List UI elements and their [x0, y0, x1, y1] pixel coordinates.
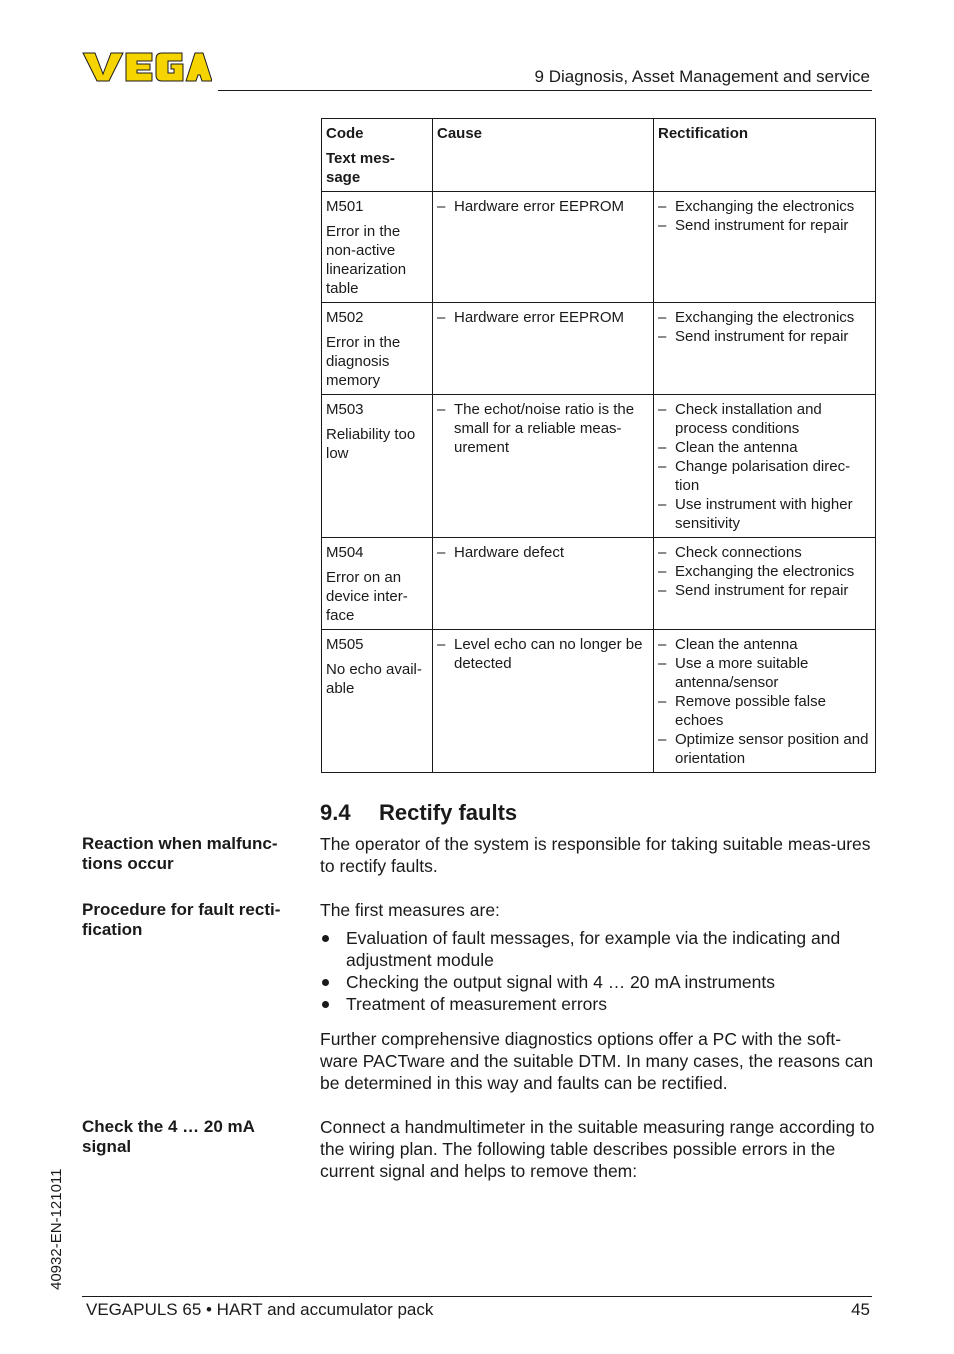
code-cell	[322, 538, 433, 630]
fault-code: M501	[326, 198, 364, 215]
rectification-cell	[654, 538, 876, 630]
rectification-cell	[654, 303, 876, 395]
rectification-list	[658, 543, 871, 600]
rectification-item: – Exchanging the electronics	[658, 562, 871, 581]
code-cell	[322, 395, 433, 538]
fault-code: M504	[326, 544, 364, 561]
vega-logo	[82, 50, 212, 84]
fault-message: No echo avail-able	[326, 661, 422, 697]
rectification-item: – Use a more suitable antenna/sensor	[658, 654, 871, 692]
table-row	[322, 303, 876, 395]
cause-list	[437, 543, 649, 562]
table-row	[322, 192, 876, 303]
rectification-item: – Send instrument for repair	[658, 327, 871, 346]
section-number: 9.4	[320, 800, 351, 825]
rectification-list	[658, 308, 871, 346]
check-signal-label: Check the 4 … 20 mA signal	[82, 1117, 255, 1156]
rectification-item: – Change polarisation direc-tion	[658, 457, 871, 495]
cause-cell	[433, 303, 654, 395]
col-header-rectification: Rectification	[654, 119, 876, 192]
cause-item: – Hardware error EEPROM	[437, 308, 649, 327]
rectification-list	[658, 635, 871, 768]
code-cell	[322, 303, 433, 395]
procedure-block	[320, 899, 875, 1094]
procedure-more-text: Further comprehensive diagnostics options offer a PC with the soft-ware PACTware and the suitable DTM. In many cases, the reasons can be determined in this way and faults can be rectified.	[320, 1029, 874, 1093]
footer-product: VEGAPULS 65 • HART and accumulator pack	[86, 1300, 434, 1319]
procedure-intro: The first measures are:	[320, 900, 500, 920]
rectification-cell	[654, 192, 876, 303]
table-row	[322, 630, 876, 773]
rectification-item: – Send instrument for repair	[658, 216, 871, 235]
section-title: Rectify faults	[379, 800, 518, 825]
rectification-list	[658, 400, 871, 533]
cause-item: – Level echo can no longer be detected	[437, 635, 649, 673]
rectification-item: – Check connections	[658, 543, 871, 562]
rectification-item: – Check installation and process conditions	[658, 400, 871, 438]
rectification-item: – Exchanging the electronics	[658, 197, 871, 216]
chapter-title: 9 Diagnosis, Asset Management and service	[534, 67, 870, 86]
fault-code: M503	[326, 401, 364, 418]
page-number: 45	[851, 1300, 870, 1319]
fault-message: Error in the non-active linearization table	[326, 223, 407, 297]
header-text-message-label: Text mes- sage	[326, 150, 395, 186]
cause-cell	[433, 538, 654, 630]
document-id: 40932-EN-121011	[48, 1168, 65, 1290]
cause-list	[437, 197, 649, 216]
rectification-item: – Clean the antenna	[658, 635, 871, 654]
table-header-row	[322, 119, 876, 192]
code-cell	[322, 630, 433, 773]
fault-code: M505	[326, 636, 364, 653]
rectification-item: – Optimize sensor position and orientation	[658, 730, 871, 768]
rectification-item: – Exchanging the electronics	[658, 308, 871, 327]
col-header-code	[322, 119, 433, 192]
fault-code-table	[321, 118, 876, 773]
cause-item: – The echot/noise ratio is the small for a reliable meas-urement	[437, 400, 649, 457]
list-item: Treatment of measurement errors	[320, 993, 875, 1015]
cause-cell	[433, 192, 654, 303]
reaction-label: Reaction when malfunc-tions occur	[82, 834, 278, 873]
list-item: Evaluation of fault messages, for example via the indicating and adjustment module	[320, 927, 875, 971]
header-divider	[218, 90, 872, 91]
cause-list	[437, 635, 649, 673]
footer-divider	[82, 1296, 872, 1297]
procedure-label: Procedure for fault recti-fication	[82, 900, 281, 939]
table-row	[322, 395, 876, 538]
rectification-item: – Remove possible false echoes	[658, 692, 871, 730]
rectification-item: – Use instrument with higher sensitivity	[658, 495, 871, 533]
rectification-cell	[654, 630, 876, 773]
code-cell	[322, 192, 433, 303]
cause-cell	[433, 395, 654, 538]
cause-list	[437, 308, 649, 327]
header-code-label: Code	[326, 125, 364, 142]
fault-message: Error on an device inter-face	[326, 569, 408, 624]
rectification-item: – Clean the antenna	[658, 438, 871, 457]
cause-item: – Hardware error EEPROM	[437, 197, 649, 216]
rectification-list	[658, 197, 871, 235]
col-header-cause: Cause	[433, 119, 654, 192]
reaction-text: The operator of the system is responsible for taking suitable meas-ures to rectify faults.	[320, 834, 871, 876]
cause-cell	[433, 630, 654, 773]
list-item: Checking the output signal with 4 … 20 mA instruments	[320, 971, 875, 993]
fault-code: M502	[326, 309, 364, 326]
cause-list	[437, 400, 649, 457]
fault-message: Reliability too low	[326, 426, 416, 462]
table-row	[322, 538, 876, 630]
check-signal-text: Connect a handmultimeter in the suitable measuring range according to the wiring plan. The following table describes possible errors in the current signal and helps to remove them:	[320, 1117, 875, 1181]
cause-item: – Hardware defect	[437, 543, 649, 562]
procedure-bullet-list	[320, 927, 875, 1015]
rectification-item: – Send instrument for repair	[658, 581, 871, 600]
fault-message: Error in the diagnosis memory	[326, 334, 401, 389]
rectification-cell	[654, 395, 876, 538]
